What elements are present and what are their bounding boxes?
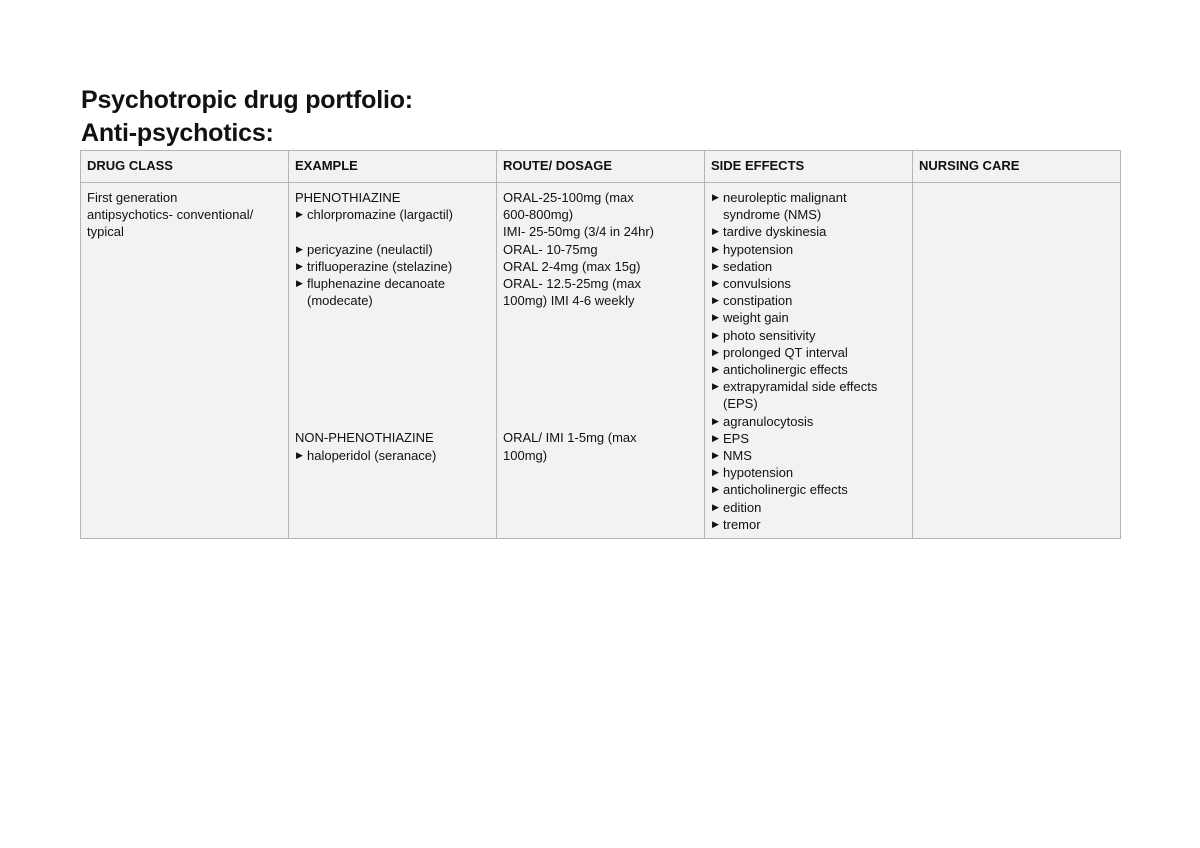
list-item: ▶ tardive dyskinesia [712, 224, 827, 240]
cell-nursing-care [913, 183, 1121, 539]
list-item: ▶ EPS [712, 430, 750, 446]
bullet-icon: ▶ [712, 346, 719, 357]
dosage-line: ORAL-25-100mg (max [503, 190, 634, 205]
list-item: ▶ neuroleptic malignant syndrome (NMS) [712, 190, 847, 223]
list-item: ▶ hypotension [712, 241, 794, 257]
bullet-icon: ▶ [296, 260, 303, 271]
example-list [295, 447, 490, 464]
bullet-icon: ▶ [712, 432, 719, 443]
list-item: ▶ fluphenazine decanoate (modecate) [296, 276, 446, 309]
list-item: ▶ haloperidol (seranace) [296, 447, 437, 463]
bullet-icon: ▶ [296, 243, 303, 254]
list-item: ▶ prolonged QT interval [712, 344, 848, 360]
side-effects-list [711, 189, 906, 533]
cell-example [289, 183, 497, 539]
bullet-icon: ▶ [712, 415, 719, 426]
dosage-line: ORAL- 12.5-25mg (max [503, 276, 641, 292]
drug-class-line: typical [87, 224, 124, 240]
list-item: ▶ NMS [712, 448, 752, 464]
list-item: ▶ photo sensitivity [712, 327, 816, 343]
example-list [295, 206, 490, 309]
dosage-line: ORAL- 10-75mg [503, 241, 598, 257]
document-title: Psychotropic drug portfolio: [81, 86, 413, 114]
bullet-icon: ▶ [296, 449, 303, 460]
table-row [81, 183, 1121, 539]
drug-class-line: antipsychotics- conventional/ [87, 207, 254, 223]
list-item: ▶ convulsions [712, 276, 791, 292]
bullet-icon: ▶ [712, 278, 719, 289]
example-group-heading: PHENOTHIAZINE [295, 190, 401, 205]
bullet-icon: ▶ [712, 450, 719, 461]
document-subtitle: Anti-psychotics: [81, 119, 274, 147]
list-item: ▶ tremor [712, 516, 761, 532]
list-item: ▶ constipation [712, 293, 793, 309]
bullet-icon: ▶ [712, 312, 719, 323]
drug-class-line: First generation [87, 190, 178, 205]
bullet-icon: ▶ [712, 381, 719, 392]
bullet-icon: ▶ [712, 501, 719, 512]
list-item: ▶ sedation [712, 258, 773, 274]
header-route-dosage: ROUTE/ DOSAGE [497, 151, 705, 183]
bullet-icon: ▶ [712, 518, 719, 529]
bullet-icon: ▶ [296, 278, 303, 288]
bullet-icon: ▶ [712, 364, 719, 375]
list-item: ▶ trifluoperazine (stelazine) [296, 258, 453, 274]
list-item: ▶ extrapyramidal side effects (EPS) [712, 379, 878, 412]
drug-table [80, 150, 1121, 539]
list-item: ▶ agranulocytosis [712, 413, 814, 429]
list-item: ▶ anticholinergic effects [712, 362, 848, 378]
list-item: ▶ edition [712, 499, 762, 515]
bullet-icon: ▶ [712, 192, 719, 202]
bullet-icon: ▶ [296, 209, 303, 220]
bullet-icon: ▶ [712, 295, 719, 306]
bullet-icon: ▶ [712, 329, 719, 340]
header-drug-class: DRUG CLASS [81, 151, 289, 183]
cell-side-effects [705, 183, 913, 539]
bullet-icon: ▶ [712, 243, 719, 254]
dosage-line: 100mg) IMI 4-6 weekly [503, 293, 635, 309]
list-item: ▶ pericyazine (neulactil) [296, 241, 433, 257]
bullet-icon: ▶ [712, 226, 719, 237]
dosage-line: 600-800mg) [503, 207, 574, 223]
cell-route-dosage [497, 183, 705, 539]
dosage-line: 100mg) [503, 447, 548, 463]
header-nursing-care: NURSING CARE [913, 151, 1121, 183]
bullet-icon: ▶ [712, 467, 719, 478]
table-header-row [81, 151, 1121, 183]
bullet-icon: ▶ [712, 484, 719, 495]
list-item: ▶ anticholinergic effects [712, 482, 848, 498]
header-example: EXAMPLE [289, 151, 497, 183]
bullet-icon: ▶ [712, 260, 719, 271]
dosage-line: IMI- 25-50mg (3/4 in 24hr) [503, 224, 655, 240]
cell-drug-class [81, 183, 289, 539]
list-item: ▶ chlorpromazine (largactil) [296, 207, 453, 223]
title-block [81, 84, 413, 150]
dosage-line: ORAL/ IMI 1-5mg (max [503, 430, 637, 446]
example-group-heading: NON-PHENOTHIAZINE [295, 430, 434, 446]
header-side-effects: SIDE EFFECTS [705, 151, 913, 183]
list-item: ▶ hypotension [712, 465, 794, 481]
dosage-line: ORAL 2-4mg (max 15g) [503, 258, 641, 274]
list-item: ▶ weight gain [712, 310, 789, 326]
